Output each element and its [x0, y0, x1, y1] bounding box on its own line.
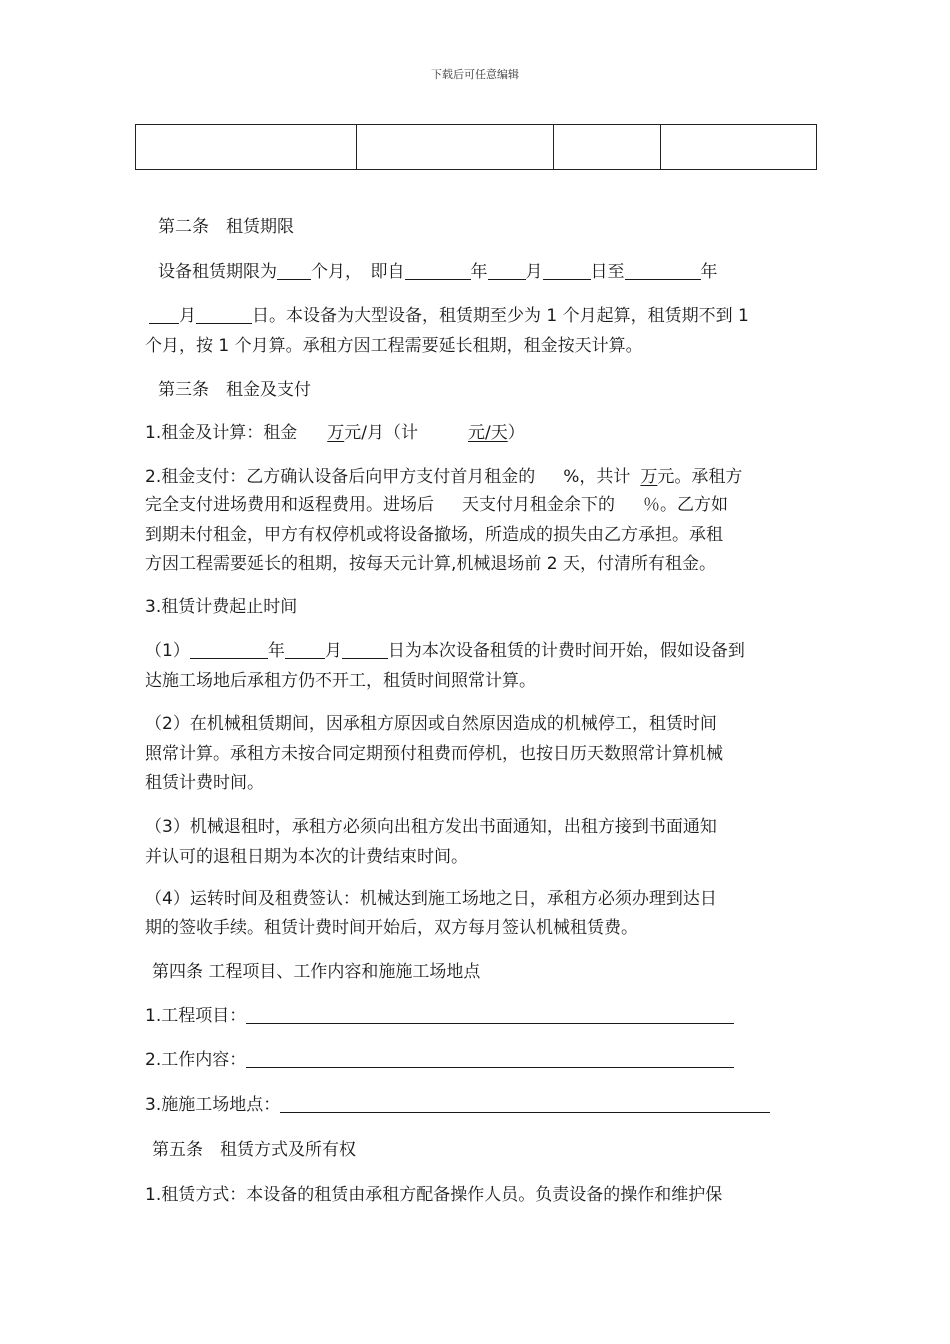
term-line-3: 个月，按 1 个月算。承租方因工程需要延长租期，租金按天计算。: [145, 336, 643, 356]
end-day-blank[interactable]: [196, 303, 252, 324]
project-line: 1.工程项目：: [145, 1001, 734, 1032]
rent-payment-line-1: 2.租金支付：乙方确认设备后向甲方支付首月租金的 %，共计 万元。承租方: [145, 467, 743, 487]
project-field[interactable]: [246, 1003, 734, 1024]
end-year-blank[interactable]: [625, 259, 701, 280]
rent-payment-line-3: 到期未付租金，甲方有权停机或将设备撤场，所造成的损失由乙方承担。承租: [145, 525, 723, 545]
table-cell[interactable]: [554, 125, 661, 170]
table-cell[interactable]: [357, 125, 554, 170]
billing-period-heading: 3.租赁计费起止时间: [145, 597, 298, 617]
term-line-2: 月 日。本设备为大型设备，租赁期至少为 1 个月起算，租赁期不到 1: [145, 301, 749, 332]
work-content-field[interactable]: [246, 1047, 734, 1068]
article-4-title: 第四条 工程项目、工作内容和施施工场地点: [152, 962, 481, 982]
rent-payment-line-2: 完全支付进场费用和返程费用。进场后 天支付月租金余下的 ％。乙方如: [145, 495, 728, 515]
billing-item-2-line-3: 租赁计费时间。: [145, 773, 264, 793]
billing-item-2-line-1: （2）在机械租赁期间，因承租方原因或自然原因造成的机械停工，租赁时间: [145, 714, 717, 734]
article-3-title: 第三条 租金及支付: [158, 380, 311, 400]
billing-start-day-blank[interactable]: [342, 638, 388, 659]
table-row: [136, 125, 817, 170]
billing-start-year-blank[interactable]: [190, 638, 268, 659]
table-cell[interactable]: [661, 125, 817, 170]
billing-item-1-line-1: （1） 年 月 日为本次设备租赁的计费时间开始，假如设备到: [145, 636, 745, 667]
start-year-blank[interactable]: [405, 259, 471, 280]
first-payment-field[interactable]: 万: [640, 467, 658, 487]
start-month-blank[interactable]: [488, 259, 526, 280]
page-header: 下载后可任意编辑: [431, 68, 519, 81]
article-5-title: 第五条 租赁方式及所有权: [152, 1140, 356, 1160]
billing-item-4-line-1: （4）运转时间及租费签认：机械达到施工场地之日，承租方必须办理到达日: [145, 889, 717, 909]
billing-item-4-line-2: 期的签收手续。租赁计费时间开始后，双方每月签认机械租赁费。: [145, 918, 638, 938]
rent-calc-line: 1.租金及计算：租金 万元/月（计 元/天）: [145, 423, 525, 443]
billing-item-3-line-1: （3）机械退租时，承租方必须向出租方发出书面通知，出租方接到书面通知: [145, 817, 717, 837]
site-location-field[interactable]: [280, 1092, 770, 1113]
months-blank[interactable]: [277, 259, 311, 280]
table-cell[interactable]: [136, 125, 357, 170]
site-location-line: 3.施施工场地点：: [145, 1090, 770, 1121]
billing-item-3-line-2: 并认可的退租日期为本次的计费结束时间。: [145, 847, 468, 867]
rent-monthly-field[interactable]: 万: [327, 423, 345, 443]
rent-daily-field[interactable]: 元/天: [467, 423, 508, 443]
lease-method-line: 1.租赁方式：本设备的租赁由承租方配备操作人员。负责设备的操作和维护保: [145, 1185, 723, 1205]
work-content-line: 2.工作内容：: [145, 1045, 734, 1076]
billing-start-month-blank[interactable]: [285, 638, 325, 659]
article-2-title: 第二条 租赁期限: [158, 217, 294, 237]
billing-item-2-line-2: 照常计算。承租方未按合同定期预付租费而停机，也按日历天数照常计算机械: [145, 744, 723, 764]
rental-table: [135, 124, 817, 170]
term-line-1: 设备租赁期限为 个月， 即自 年 月 日至 年: [158, 257, 718, 288]
start-day-blank[interactable]: [543, 259, 591, 280]
rent-payment-line-4: 方因工程需要延长的租期，按每天元计算,机械退场前 2 天，付清所有租金。: [145, 554, 717, 574]
end-month-blank[interactable]: [149, 303, 179, 324]
billing-item-1-line-2: 达施工场地后承租方仍不开工，租赁时间照常计算。: [145, 671, 536, 691]
